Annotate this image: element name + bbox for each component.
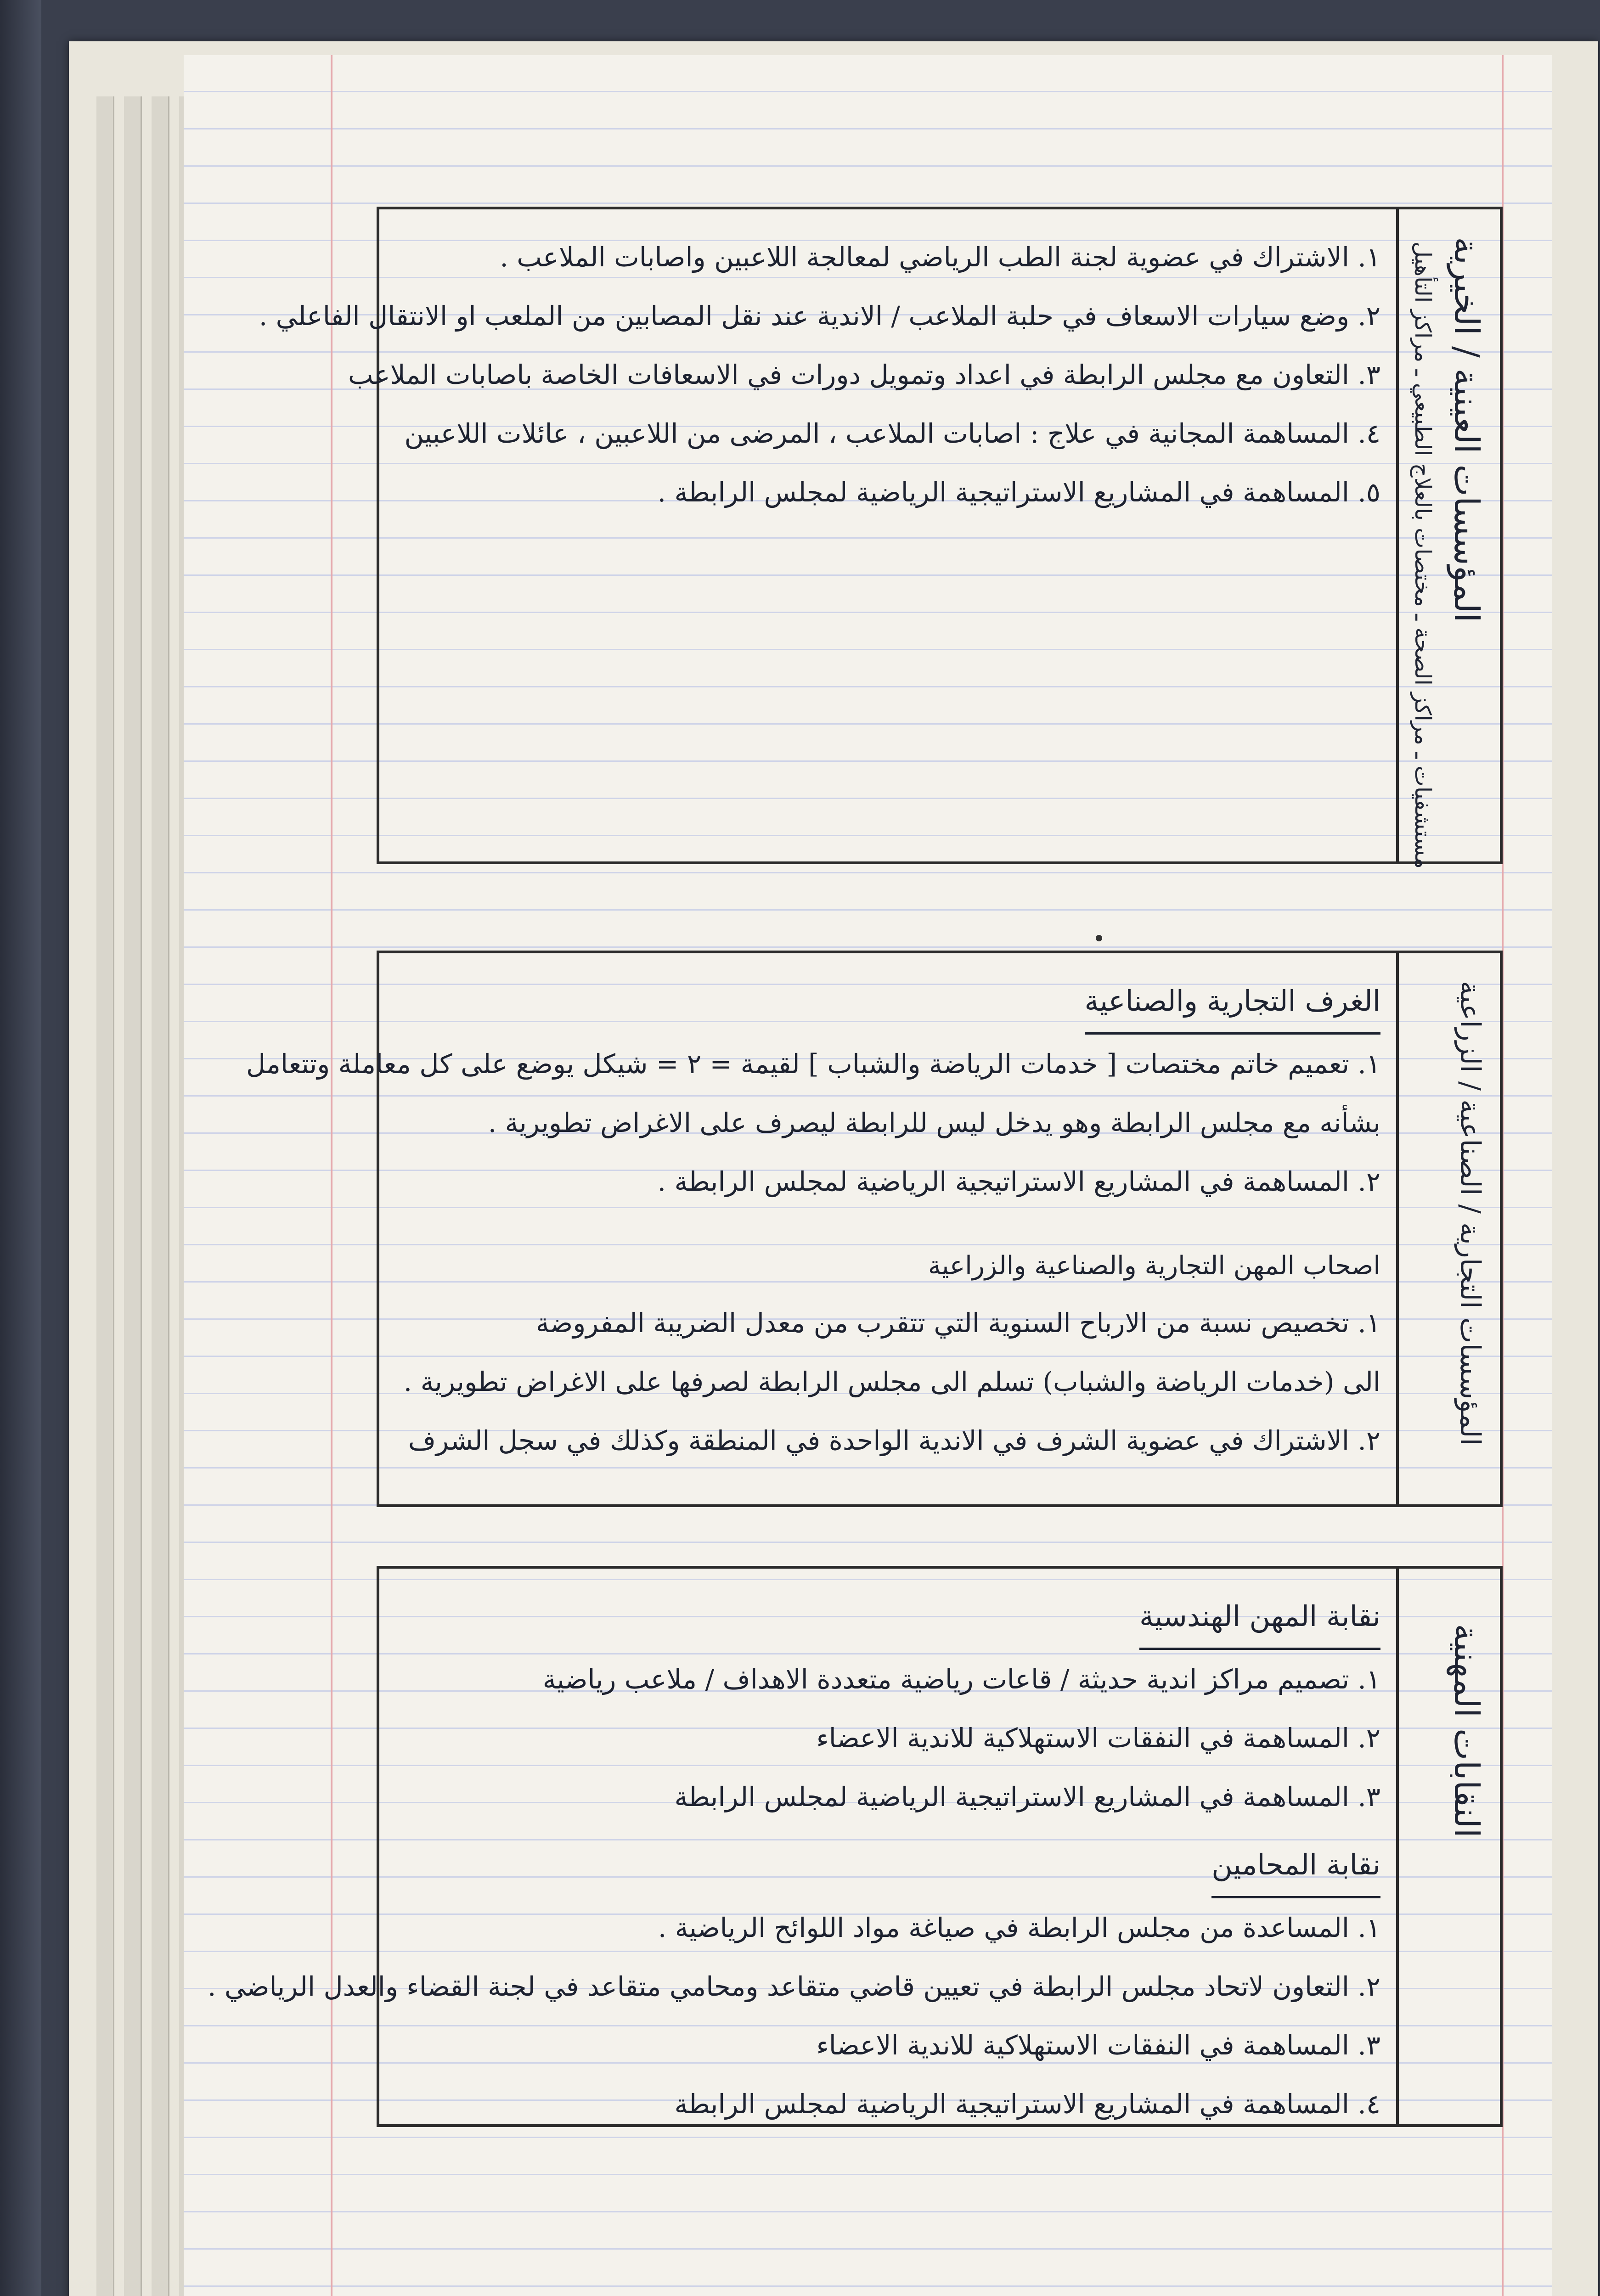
list-item: ٢. التعاون لاتحاد مجلس الرابطة في تعيين قاضي متقاعد ومحامي متقاعد في لجنة القضاء والعدل الرياضي . — [208, 1971, 1380, 2002]
list-item: ٤. المساهمة المجانية في علاج : اصابات الملاعب ، المرضى من اللاعبين ، عائلات اللاعبين — [404, 418, 1380, 449]
list-item: ١. تعميم خاتم مختصات [ خدمات الرياضة والشباب ] لقيمة = ٢ = شيكل يوضع على كل معاملة وتتعامل — [246, 1048, 1380, 1080]
list-item: الى (خدمات الرياضة والشباب) تسلم الى مجلس الرابطة لصرفها على الاغراض تطويرية . — [403, 1366, 1380, 1397]
stacked-page-edge — [96, 96, 114, 2296]
list-item: ٢. المساهمة في المشاريع الاستراتيجية الرياضية لمجلس الرابطة . — [657, 1166, 1380, 1197]
list-item: ٤. المساهمة في المشاريع الاستراتيجية الرياضية لمجلس الرابطة — [674, 2088, 1380, 2120]
side-column — [1396, 953, 1500, 1504]
side-column — [1396, 209, 1500, 869]
list-item: ٣. المساهمة في المشاريع الاستراتيجية الرياضية لمجلس الرابطة — [674, 1781, 1380, 1812]
list-item: ٢. المساهمة في النفقات الاستهلاكية للاندية الاعضاء — [816, 1722, 1380, 1754]
list-item: ١. المساعدة من مجلس الرابطة في صياغة مواد اللوائح الرياضية . — [658, 1912, 1380, 1943]
section-content — [246, 972, 1380, 1470]
list-item: ٣. المساهمة في النفقات الاستهلاكية للاندية الاعضاء — [816, 2030, 1380, 2061]
ink-dot — [1096, 935, 1102, 941]
section-side-title: المؤسسات العينية / الخيرية — [1447, 237, 1486, 623]
subsection-heading: اصحاب المهن التجارية والصناعية والزراعية — [928, 1251, 1380, 1281]
section-side-title: النقابات المهنية — [1447, 1624, 1486, 1838]
stacked-page-edge — [124, 96, 142, 2296]
section-heading: الغرف التجارية والصناعية — [1085, 972, 1380, 1035]
section-content — [208, 1587, 1380, 2133]
list-item: ٢. وضع سيارات الاسعاف في حلبة الملاعب / الاندية عند نقل المصابين من الملعب او الانتقال الفاعلي . — [259, 300, 1380, 332]
list-item: ١. تصميم مراكز اندية حديثة / قاعات رياضية متعددة الاهداف / ملاعب رياضية — [542, 1664, 1380, 1695]
stacked-page-edge — [152, 96, 169, 2296]
section-health-institutions — [259, 207, 1503, 869]
section-content — [259, 228, 1380, 522]
subsection-heading: نقابة المحامين — [1211, 1835, 1380, 1898]
section-professional-unions — [208, 1566, 1503, 2127]
section-commercial-institutions — [246, 951, 1503, 1507]
list-item: ١. الاشتراك في عضوية لجنة الطب الرياضي لمعالجة اللاعبين واصابات الملاعب . — [500, 242, 1380, 273]
list-item: ٣. التعاون مع مجلس الرابطة في اعداد وتمويل دورات في الاسعافات الخاصة باصابات الملاعب — [348, 359, 1380, 390]
list-item: ١. تخصيص نسبة من الارباح السنوية التي تتقرب من معدل الضريبة المفروضة — [535, 1307, 1380, 1339]
list-item: ٥. المساهمة في المشاريع الاستراتيجية الرياضية لمجلس الرابطة . — [657, 477, 1380, 508]
list-item: ٢. الاشتراك في عضوية الشرف في الاندية الواحدة في المنطقة وكذلك في سجل الشرف — [408, 1425, 1380, 1456]
side-column — [1396, 1569, 1500, 2124]
section-heading: نقابة المهن الهندسية — [1139, 1587, 1380, 1650]
list-item: بشأنه مع مجلس الرابطة وهو يدخل ليس للرابطة ليصرف على الاغراض تطويرية . — [488, 1107, 1380, 1138]
section-side-subtitle: مستشفيات ـ مراكز الصحة ـ مختصات بالعلاج الطبيعي ـ مراكز التأهيل — [1410, 242, 1436, 869]
binder-edge — [0, 0, 41, 2296]
section-side-title: المؤسسات التجارية / الصناعية / الزراعية — [1454, 981, 1486, 1446]
